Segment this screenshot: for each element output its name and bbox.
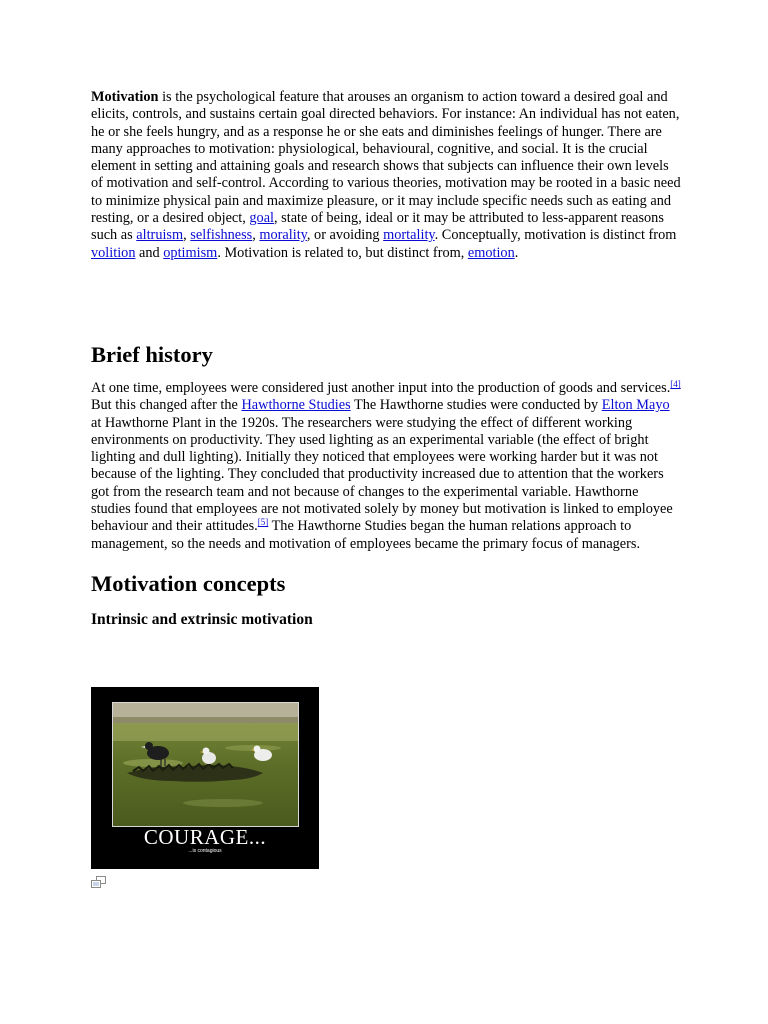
link-altruism[interactable]: altruism (136, 227, 184, 244)
poster-title: COURAGE... (143, 825, 267, 849)
link-mortality[interactable]: mortality (383, 227, 435, 244)
link-selfishness[interactable]: selfishness (190, 227, 253, 244)
intro-separator: , (183, 227, 191, 244)
intro-text: . Conceptually, motivation is distinct from (434, 227, 677, 244)
history-text: The Hawthorne Studies began the human relations approach to management, so the needs and motivation of employees became the primary focus of managers. (91, 518, 641, 552)
link-emotion[interactable]: emotion (467, 244, 515, 261)
intro-text: , state of being, ideal or it may be attributed to less-apparent reasons such as (91, 210, 664, 244)
intro-bold-term: Motivation (91, 89, 159, 105)
birds-on-alligator-photo (113, 703, 298, 826)
courage-poster-image[interactable] (91, 687, 319, 869)
intro-text: . (514, 244, 519, 261)
poster-subtitle: ...is contagious (188, 848, 222, 854)
link-volition[interactable]: volition (91, 244, 136, 261)
link-goal[interactable]: goal (249, 210, 275, 227)
intro-text: is the psychological feature that arouses an organism to action toward a desired goal and elicits, controls, and sustains certain goal directed behaviors. For instance: An individual has not eaten, he or she feels hungry, and as a response he or she eats and diminishes feelings of hunger. There are many approaches to motivation: physiological, behavioural, cognitive, and social. It is the crucial element in setting and attaining goals and research shows that subjects can influence their own levels of motivation and self-control. According to various theories, motivation may be rooted in a basic need to minimize physical pain and maximize pleasure, or it may include specific needs such as eating and resting, or a desired object, (91, 89, 681, 227)
history-text: At one time, employees were considered just another input into the production of goods and services. (91, 379, 671, 396)
article (91, 89, 681, 854)
reference-4-link[interactable]: [4] (670, 378, 681, 389)
link-morality[interactable]: morality (259, 227, 307, 244)
link-optimism[interactable]: optimism (163, 244, 218, 261)
intro-text: , or avoiding (306, 227, 384, 244)
section-heading-motivation-concepts: Motivation concepts (91, 570, 286, 596)
poster-photo (112, 702, 299, 827)
subsection-heading-intrinsic-extrinsic: Intrinsic and extrinsic motivation (91, 610, 313, 628)
intro-text: and (135, 244, 164, 261)
history-text: at Hawthorne Plant in the 1920s. The researchers were studying the effect of different working environments on productivity. They used lighting as an experimental variable (the effect of bright lighting and dull lighting). Initially they noticed that employees were working harder but it was not because of the lighting. They concluded that productivity increased due to attention that the workers got from the research team and not because of changes to the experimental variable. Hawthorne studies found that employees are not motivated solely by money but motivation is linked to employee behaviour and their attitudes. (91, 414, 673, 535)
history-paragraph (91, 380, 681, 553)
intro-text: . Motivation is related to, but distinct from, (217, 244, 468, 261)
intro-separator: , (252, 227, 260, 244)
section-heading-brief-history: Brief history (91, 341, 213, 367)
intro-paragraph (91, 89, 681, 262)
link-elton-mayo[interactable]: Elton Mayo (601, 397, 670, 414)
link-hawthorne-studies[interactable]: Hawthorne Studies (241, 397, 351, 414)
enlarge-icon[interactable] (91, 875, 107, 887)
history-text: But this changed after the (91, 397, 242, 414)
history-text: The Hawthorne studies were conducted by (350, 397, 602, 414)
reference-5-link[interactable]: [5] (257, 517, 269, 528)
